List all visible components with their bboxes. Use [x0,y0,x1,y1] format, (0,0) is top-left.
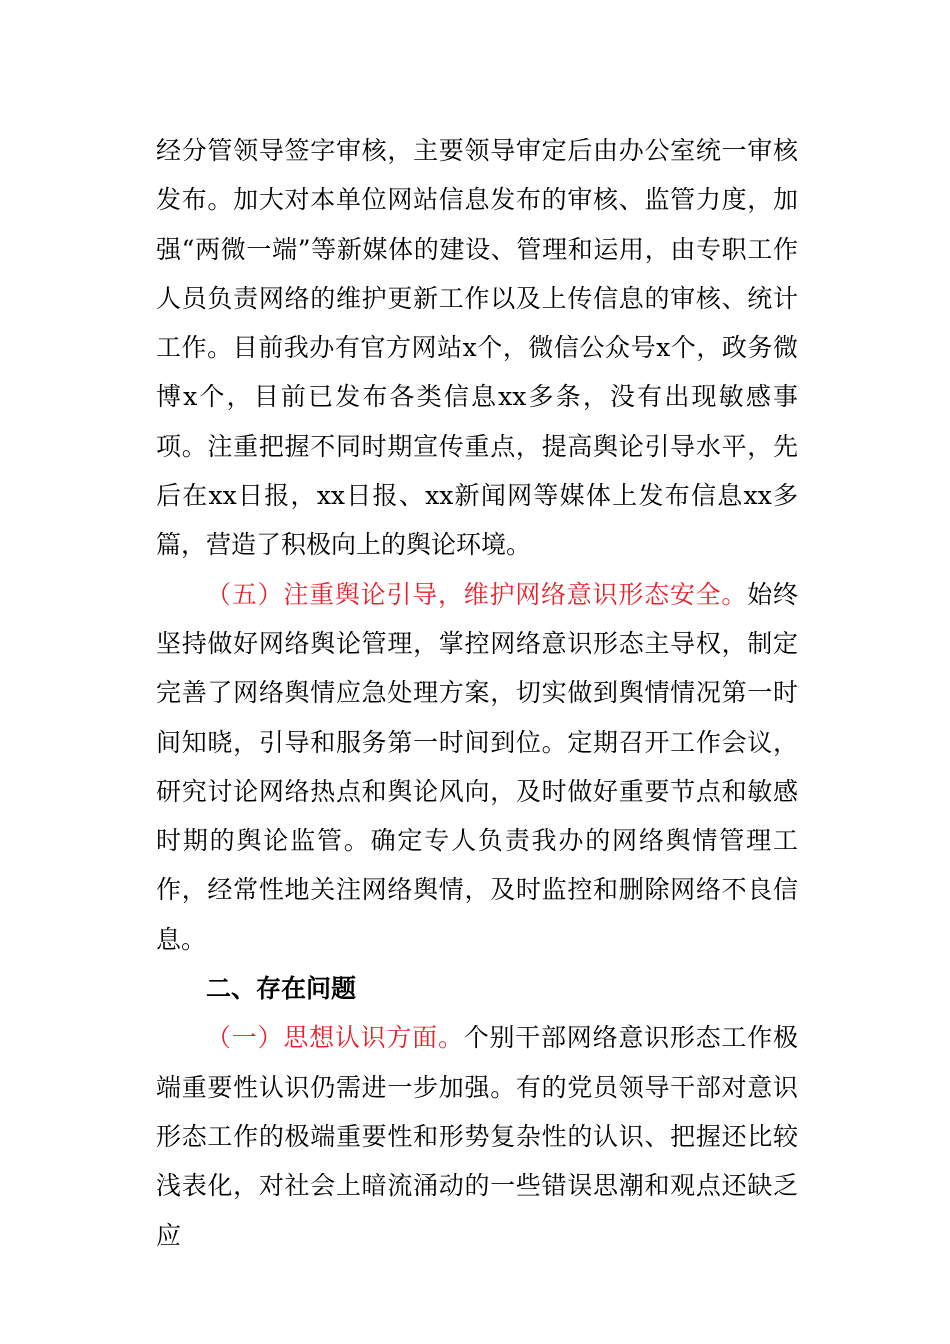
paragraph-section-5 [156,570,798,964]
heading-existing-problems: 二、存在问题 [206,974,357,1004]
problem-1-title: （一）思想认识方面。 [206,1023,464,1053]
section-5-body: 始终坚持做好网络舆论管理，掌控网络意识形态主导权，制定完善了网络舆情应急处理方案，切实做到舆情情况第一时间知晓，引导和服务第一时间到位。定期召开工作会议，研究讨论网络热点和舆论风向，及时做好重要节点和敏感时期的舆论监管。确定专人负责我办的网络舆情管理工作，经常性地关注网络舆情，及时监控和删除网络不良信息。 [156,579,798,954]
paragraph-problem-1 [156,1013,798,1259]
section-5-title: （五）注重舆论引导，维护网络意识形态安全。 [206,579,748,609]
paragraph-continued: 经分管领导签字审核，主要领导审定后由办公室统一审核发布。加大对本单位网站信息发布的审核、监管力度，加强“两微一端”等新媒体的建设、管理和运用，由专职工作人员负责网络的维护更新工作以及上传信息的审核、统计工作。目前我办有官方网站x个，微信公众号x个，政务微博x个，目前已发布各类信息xx多条，没有出现敏感事项。注重把握不同时期宣传重点，提高舆论引导水平，先后在xx日报，xx日报、xx新闻网等媒体上发布信息xx多篇，营造了积极向上的舆论环境。 [156,136,798,560]
document-body [156,126,798,1260]
problem-1-body: 个别干部网络意识形态工作极端重要性认识仍需进一步加强。有的党员领导干部对意识形态工作的极端重要性和形势复杂性的认识、把握还比较浅表化，对社会上暗流涌动的一些错误思潮和观点还缺乏应 [156,1023,798,1250]
